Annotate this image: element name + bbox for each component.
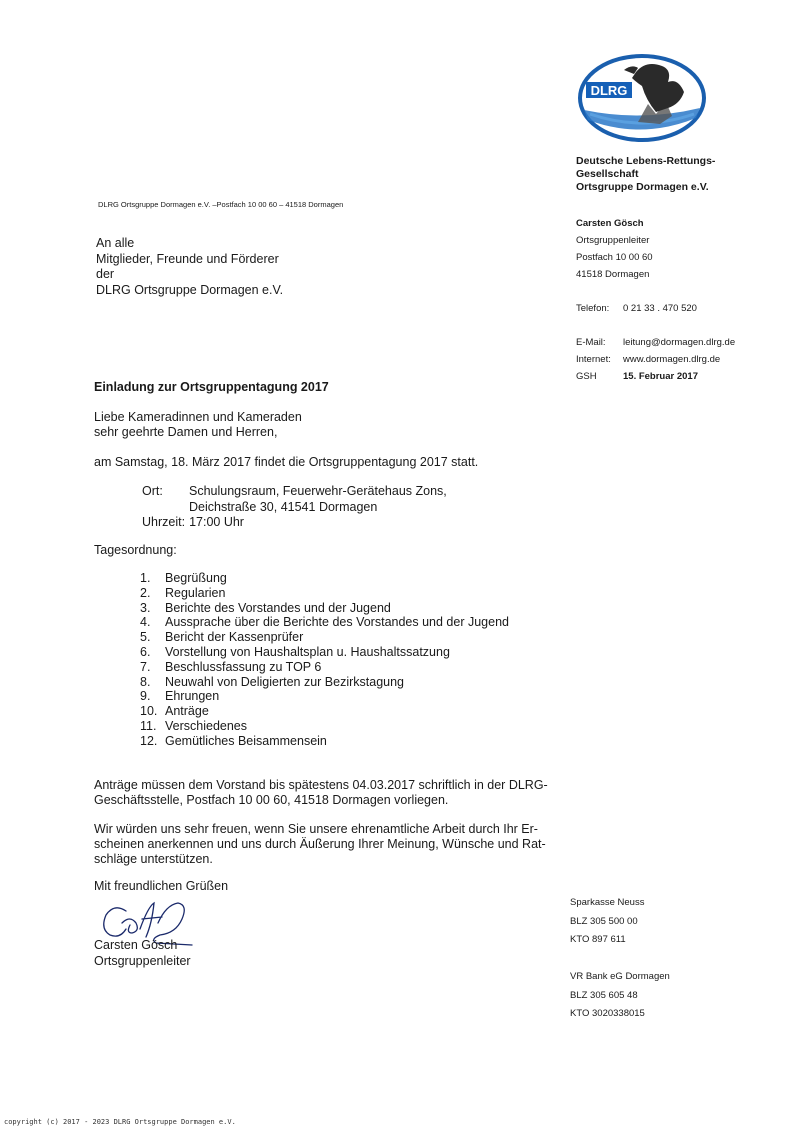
agenda-number: 5.	[140, 630, 151, 645]
agenda-text: Neuwahl von Deligierten zur Bezirkstagung	[165, 674, 405, 689]
complimentary-close: Mit freundlichen Grüßen	[94, 879, 229, 893]
paragraph-line: scheinen anerkennen und uns durch Äußerung Ihrer Meinung, Wünsche und Rat-	[94, 837, 546, 851]
agenda-item	[140, 734, 509, 749]
sender-return-address: DLRG Ortsgruppe Dormagen e.V. –Postfach 10 00 60 – 41518 Dormagen	[98, 200, 344, 209]
agenda-text: Begrüßung	[165, 571, 227, 585]
event-details	[142, 484, 447, 531]
org-line: Ortsgruppe Dormagen e.V.	[576, 181, 709, 193]
agenda-text: Ehrungen	[165, 689, 220, 704]
agenda-number: 6.	[140, 644, 151, 659]
recipient-line: Mitglieder, Freunde und Förderer	[96, 251, 279, 266]
contact-name: Carsten Gösch	[576, 218, 644, 229]
salutation	[94, 410, 302, 440]
contact-block	[576, 215, 735, 385]
agenda-text: Regularien	[165, 585, 226, 600]
bank1-blz: BLZ 305 500 00	[570, 915, 638, 927]
bank2-blz: BLZ 305 605 48	[570, 989, 638, 1001]
agenda-text: Beschlussfassung zu TOP 6	[165, 659, 322, 674]
agenda-number: 12.	[140, 733, 158, 748]
date-row	[576, 368, 735, 385]
recipient-line: der	[96, 267, 115, 281]
website-link[interactable]: www.dormagen.dlrg.de	[623, 354, 721, 365]
contact-city: 41518 Dormagen	[576, 269, 650, 280]
logo-text: DLRG	[590, 83, 628, 98]
bank2-account: KTO 3020338015	[570, 1008, 645, 1019]
agenda-item	[140, 630, 509, 645]
email-label: E-Mail:	[576, 337, 606, 348]
salutation-line: Liebe Kameradinnen und Kameraden	[94, 410, 302, 424]
letter-subject: Einladung zur Ortsgruppentagung 2017	[94, 380, 329, 394]
agenda-text: Gemütliches Beisammensein	[165, 733, 327, 748]
bank-details	[570, 894, 670, 1024]
agenda-number: 8.	[140, 674, 151, 689]
agenda-item	[140, 645, 509, 660]
place-label: Ort:	[142, 484, 163, 498]
recipient-line: DLRG Ortsgruppe Dormagen e.V.	[96, 282, 284, 297]
paragraph-line: Anträge müssen dem Vorstand bis spätestens 04.03.2017 schriftlich in der DLRG-	[94, 778, 548, 792]
agenda-number: 9.	[140, 689, 151, 704]
agenda-item	[140, 571, 509, 586]
agenda-number: 1.	[140, 571, 151, 585]
agenda-number: 11.	[140, 718, 157, 733]
signer-name: Carsten Gösch	[94, 938, 178, 952]
salutation-line: sehr geehrte Damen und Herren,	[94, 425, 278, 439]
agenda-number: 3.	[140, 600, 151, 615]
agenda-list	[140, 571, 509, 749]
recipient-address	[96, 236, 283, 298]
place-line: Deichstraße 30, 41541 Dormagen	[189, 499, 378, 514]
paragraph-line: Geschäftsstelle, Postfach 10 00 60, 41518 Dormagen vorliegen.	[94, 793, 449, 807]
contact-postbox: Postfach 10 00 60	[576, 252, 653, 263]
agenda-item	[140, 586, 509, 601]
internet-label: Internet:	[576, 354, 611, 365]
deadline-paragraph	[94, 778, 548, 808]
paragraph-line: schläge unterstützen.	[94, 852, 213, 866]
agenda-text: Bericht der Kassenprüfer	[165, 630, 304, 645]
organization-name	[576, 155, 715, 194]
agenda-item	[140, 660, 509, 675]
signer-block	[94, 938, 191, 969]
agenda-number: 2.	[140, 585, 151, 600]
agenda-text: Berichte des Vorstandes und der Jugend	[165, 600, 391, 615]
org-line: Deutsche Lebens-Rettungs-	[576, 155, 716, 167]
agenda-number: 7.	[140, 659, 151, 674]
time-value: 17:00 Uhr	[189, 515, 244, 529]
agenda-number: 10.	[140, 704, 158, 719]
recipient-line: An alle	[96, 236, 135, 250]
agenda-item	[140, 704, 509, 719]
agenda-number: 4.	[140, 615, 151, 630]
org-line: Gesellschaft	[576, 168, 639, 180]
phone-value: 0 21 33 . 470 520	[623, 303, 697, 314]
agenda-text: Verschiedenes	[165, 718, 248, 733]
intro-text: am Samstag, 18. März 2017 findet die Ortsgruppentagung 2017 statt.	[94, 455, 479, 469]
phone-label: Telefon:	[576, 303, 610, 314]
place-line: Schulungsraum, Feuerwehr-Gerätehaus Zons,	[189, 484, 447, 498]
email-row	[576, 334, 735, 351]
phone-row	[576, 300, 735, 317]
copyright-notice: copyright (c) 2017 - 2023 DLRG Ortsgruppe Dormagen e.V.	[4, 1118, 236, 1126]
paragraph-line: Wir würden uns sehr freuen, wenn Sie unsere ehrenamtliche Arbeit durch Ihr Er-	[94, 822, 538, 836]
agenda-text: Aussprache über die Berichte des Vorstandes und der Jugend	[165, 615, 509, 630]
signer-role: Ortsgruppenleiter	[94, 953, 191, 968]
contact-role: Ortsgruppenleiter	[576, 235, 650, 246]
email-link[interactable]: leitung@dormagen.dlrg.de	[623, 337, 736, 348]
agenda-title: Tagesordnung:	[94, 543, 177, 557]
bank1-account: KTO 897 611	[570, 934, 626, 945]
closing-paragraph	[94, 822, 546, 867]
agenda-item	[140, 601, 509, 616]
agenda-text: Anträge	[165, 704, 209, 719]
letter-date: 15. Februar 2017	[623, 371, 698, 382]
bank1-name: Sparkasse Neuss	[570, 897, 645, 908]
bank2-name: VR Bank eG Dormagen	[570, 971, 670, 982]
date-label: GSH	[576, 371, 597, 382]
agenda-text: Vorstellung von Haushaltsplan u. Haushaltssatzung	[165, 644, 450, 659]
agenda-item	[140, 615, 509, 630]
dlrg-logo	[576, 52, 708, 144]
agenda-item	[140, 675, 509, 690]
internet-row	[576, 351, 735, 368]
agenda-item	[140, 719, 509, 734]
agenda-item	[140, 689, 509, 704]
time-label: Uhrzeit:	[142, 515, 186, 529]
